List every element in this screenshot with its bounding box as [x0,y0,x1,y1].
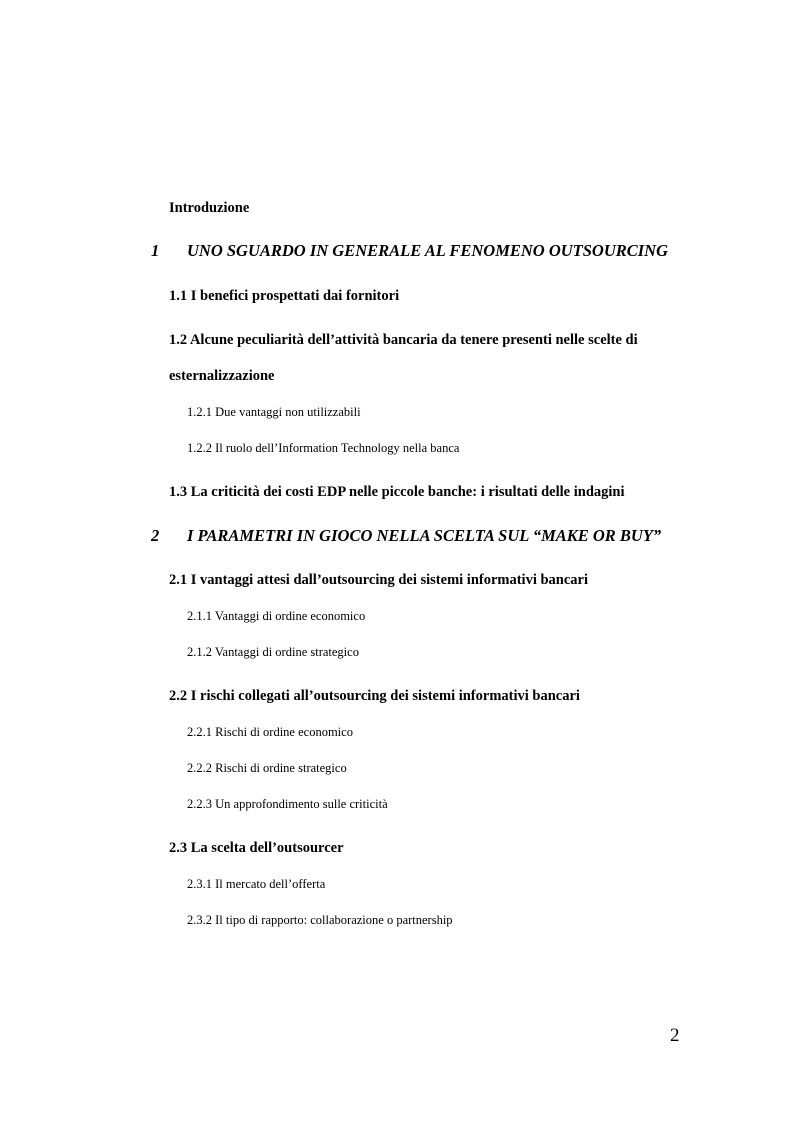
section-1-3: 1.3 La criticità dei costi EDP nelle piccole banche: i risultati delle indagini [169,484,625,500]
subsection-2-2-1: 2.2.1 Rischi di ordine economico [187,725,353,739]
chapter-2-title: I PARAMETRI IN GIOCO NELLA SCELTA SUL “MAKE OR BUY” [187,526,662,545]
page-number: 2 [670,1025,680,1046]
subsection-2-2-2: 2.2.2 Rischi di ordine strategico [187,761,347,775]
section-1-2-line2: esternalizzazione [169,368,275,384]
subsection-2-2-3: 2.2.3 Un approfondimento sulle criticità [187,797,388,811]
section-1-1: 1.1 I benefici prospettati dai fornitori [169,288,400,304]
section-1-2-line1: 1.2 Alcune peculiarità dell’attività bancaria da tenere presenti nelle scelte di [169,332,638,348]
subsection-1-2-1: 1.2.1 Due vantaggi non utilizzabili [187,405,361,419]
section-2-1: 2.1 I vantaggi attesi dall’outsourcing dei sistemi informativi bancari [169,572,589,588]
section-2-2: 2.2 I rischi collegati all’outsourcing dei sistemi informativi bancari [169,688,580,704]
subsection-2-1-2: 2.1.2 Vantaggi di ordine strategico [187,645,359,659]
subsection-2-3-2: 2.3.2 Il tipo di rapporto: collaborazione o partnership [187,913,453,927]
chapter-1-number: 1 [151,241,160,260]
toc-introduction: Introduzione [169,200,250,216]
chapter-1-title: UNO SGUARDO IN GENERALE AL FENOMENO OUTSOURCING [187,241,669,260]
subsection-2-1-1: 2.1.1 Vantaggi di ordine economico [187,609,366,623]
section-2-3: 2.3 La scelta dell’outsourcer [169,840,344,856]
subsection-1-2-2: 1.2.2 Il ruolo dell’Information Technology nella banca [187,441,460,455]
chapter-2-number: 2 [151,526,160,545]
subsection-2-3-1: 2.3.1 Il mercato dell’offerta [187,877,326,891]
